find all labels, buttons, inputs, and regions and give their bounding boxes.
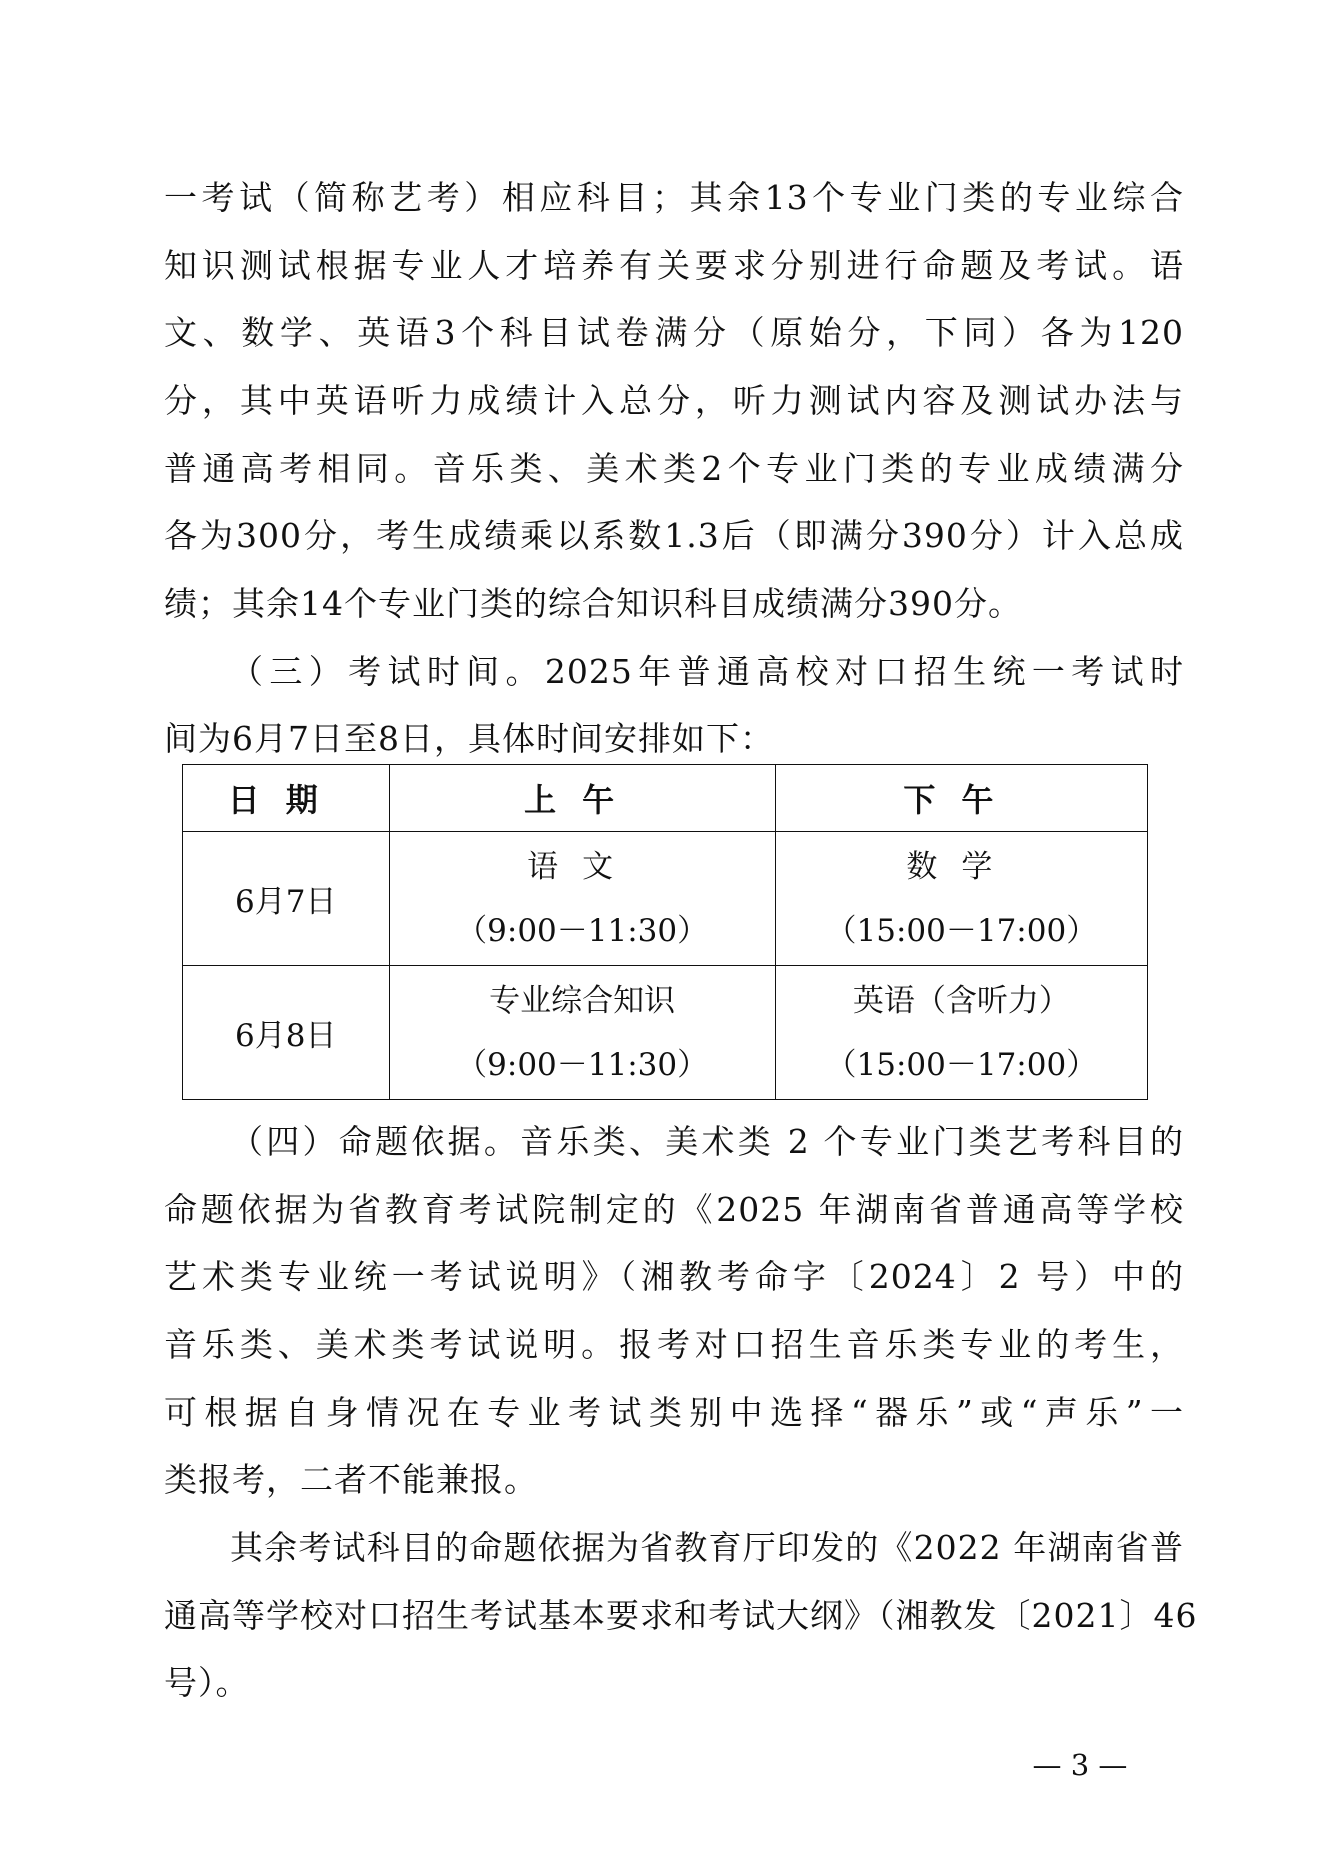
paragraph-line: 各为300分，考生成绩乘以系数1.3后（即满分390分）计入总成 [164, 516, 1184, 555]
section-heading-basis: （四）命题依据。音乐类、美术类 2 个专业门类艺考科目的 [230, 1122, 1184, 1161]
table-row [183, 832, 1148, 966]
paragraph-line: 间为6月7日至8日，具体时间安排如下： [164, 719, 774, 758]
paragraph-line: 号）。 [164, 1663, 250, 1702]
paragraph-line: 绩；其余14个专业门类的综合知识科目成绩满分390分。 [164, 584, 1022, 623]
header-morning: 上午 [389, 765, 775, 832]
paragraph-line: 通高等学校对口招生考试基本要求和考试大纲》（湘教发〔2021〕46 [164, 1596, 1198, 1635]
subject-name: 英语（含听力） [852, 982, 1070, 1019]
subject-name: 数学 [906, 848, 1017, 885]
subject-name: 语文 [527, 848, 638, 885]
morning-cell [389, 966, 775, 1100]
paragraph-line: 命题依据为省教育考试院制定的《2025 年湖南省普通高等学校 [164, 1190, 1184, 1229]
date-cell: 6月8日 [183, 966, 390, 1100]
morning-cell [389, 832, 775, 966]
subject-name: 专业综合知识 [489, 982, 676, 1019]
exam-time-range: （9:00－11:30） [456, 1046, 709, 1083]
exam-time-range: （15:00－17:00） [825, 1046, 1098, 1083]
afternoon-cell [775, 966, 1147, 1100]
paragraph-line: 文、数学、英语3个科目试卷满分（原始分，下同）各为120 [164, 313, 1184, 352]
header-date: 日期 [183, 765, 390, 832]
header-afternoon: 下午 [775, 765, 1147, 832]
afternoon-cell [775, 832, 1147, 966]
paragraph-line: 音乐类、美术类考试说明。报考对口招生音乐类专业的考生， [164, 1325, 1184, 1364]
table-row [183, 966, 1148, 1100]
exam-schedule-table [182, 764, 1148, 1100]
paragraph-line: 一考试（简称艺考）相应科目；其余13个专业门类的专业综合 [164, 178, 1184, 217]
paragraph-line: 分，其中英语听力成绩计入总分，听力测试内容及测试办法与 [164, 381, 1184, 420]
paragraph-line: 可根据自身情况在专业考试类别中选择“器乐”或“声乐”一 [164, 1393, 1184, 1432]
exam-time-range: （9:00－11:30） [456, 912, 709, 949]
section-heading-exam-time: （三）考试时间。2025年普通高校对口招生统一考试时 [230, 652, 1184, 691]
date-cell: 6月7日 [183, 832, 390, 966]
table-header-row [183, 765, 1148, 832]
paragraph-line: 艺术类专业统一考试说明》（湘教考命字〔2024〕2 号）中的 [164, 1257, 1184, 1296]
page-number: — 3 — [1032, 1748, 1128, 1782]
paragraph-line: 类报考，二者不能兼报。 [164, 1460, 538, 1499]
paragraph-line: 知识测试根据专业人才培养有关要求分别进行命题及考试。语 [164, 246, 1184, 285]
paragraph-line: 普通高考相同。音乐类、美术类2个专业门类的专业成绩满分 [164, 449, 1184, 488]
paragraph-line: 其余考试科目的命题依据为省教育厅印发的《2022 年湖南省普 [230, 1528, 1184, 1567]
exam-time-range: （15:00－17:00） [825, 912, 1098, 949]
